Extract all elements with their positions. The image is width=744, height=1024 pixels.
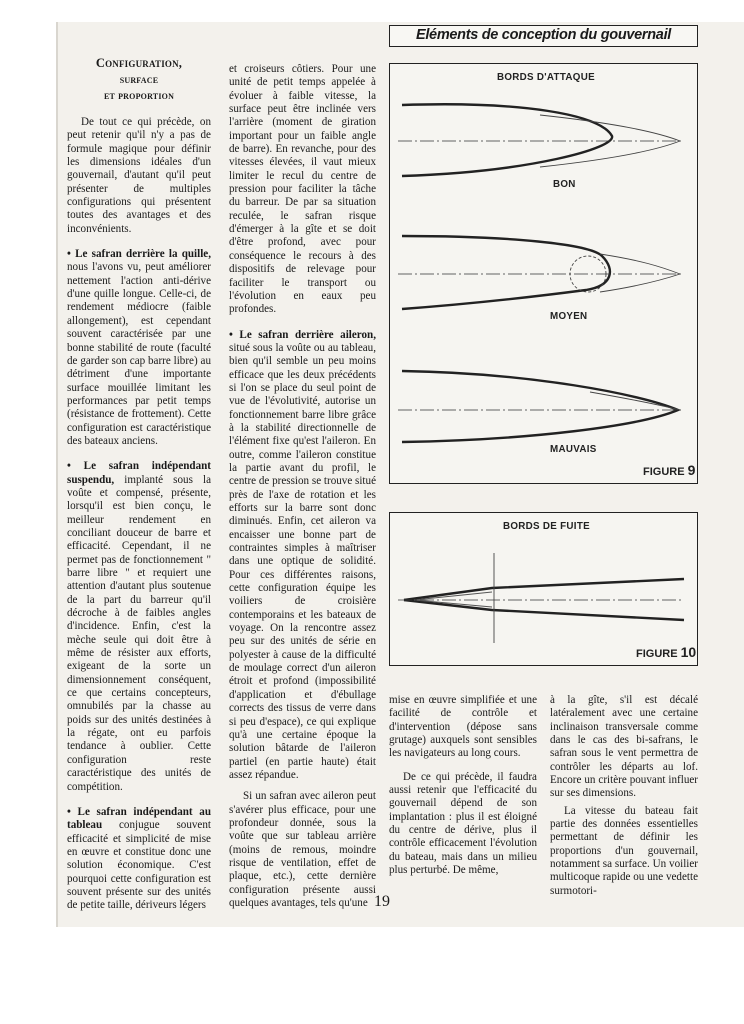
- paragraph-suspended-rudder: [67, 460, 211, 794]
- trailing-edge-diagram: [390, 513, 696, 664]
- paragraph-text: implanté sous la voûte et compensé, présente, lorsqu'il est bien conçu, le meilleur rendement en conciliant douceur de barre et efficacité. Cependant, il ne permet pas de fonctionnement " barre libre " et requiert une attention d'autant plus soutenue de la part du barreur qu'il décroche à de faibles angles d'incidence. Enfin, c'est la mèche seule qui doit être à même de résister aux efforts, exigeant de la sorte un dimensionnement conséquent, ce que certains concepteurs, omnubilés par la chasse au poids sur des unités destinées à la régate, ont eu parfois tendance à oublier. Cette configuration reste caractéristique des unités de compétition.: [67, 473, 211, 793]
- section-title-line-2: surface: [119, 74, 159, 86]
- label-bad: MAUVAIS: [550, 444, 597, 455]
- paragraph-skeg-vs-transom: Si un safran avec aileron peut s'avérer plus efficace, pour une profondeur donnée, sous la voûte que sur tableau arrière (moins de remous, moindre risque de ventilation, effet de plaque, etc.), cette dernière configuration présente aussi quelques avantages, tels qu'une: [229, 790, 376, 909]
- figure-10: [389, 512, 698, 666]
- figure-caption-number: 10: [680, 644, 697, 660]
- figure-caption-word: FIGURE: [636, 648, 678, 660]
- paragraph-rudder-behind-keel: [67, 248, 211, 448]
- text-column-4: [550, 694, 698, 898]
- label-medium: MOYEN: [550, 311, 588, 322]
- figure-caption-number: 9: [687, 462, 696, 478]
- text-column-3: [389, 694, 537, 877]
- running-head: Eléments de conception du gouvernail: [389, 25, 698, 47]
- paragraph-lead: • Le safran indépendant au tableau: [67, 805, 211, 832]
- figure-heading: BORDS D'ATTAQUE: [497, 72, 595, 83]
- page-number: 19: [374, 893, 390, 910]
- paragraph-lead: • Le safran derrière la quille,: [67, 248, 211, 261]
- text-column-1: [67, 55, 211, 913]
- section-title-line-1: Configuration,: [95, 56, 183, 70]
- leading-edge-diagram: [390, 64, 696, 482]
- paragraph-text: conjugue souvent efficacité et simplicité de mise en œuvre et constitue donc une solution économique. C'est pourquoi cette configuration est souvent présente sur des unités de petite taille, dériveurs légers: [67, 819, 211, 912]
- paragraph-continuation: à la gîte, s'il est décalé latéralement avec une certaine inclinaison transversale comme dans le cas des bi-safrans, le safran sous le vent permettra de contrôler les départs au lof. Encore un critère pouvant influer sur ses dimensions.: [550, 694, 698, 800]
- section-title-line-3: et proportion: [103, 90, 175, 102]
- paragraph-lead: • Le safran derrière aileron,: [229, 328, 376, 341]
- page-edge: [56, 22, 58, 927]
- profile-bad: [398, 371, 682, 442]
- paragraph-rudder-placement: De ce qui précède, il faudra aussi retenir que l'efficacité du gouvernail dépend de son implantation : plus il est éloigné du centre de dérive, plus il contrôle efficacement l'évolution du bateau, mais dans un milieu plus perturbé. De même,: [389, 770, 537, 877]
- paragraph-continuation: et croiseurs côtiers. Pour une unité de petit temps appelée à évoluer à faible vitesse, la surface peut être inclinée vers l'arrière (moment de giration important pour un faible angle de barre). En revanche, pour des vitesses élevées, il vaut mieux limiter le recul du centre de pression pour faciliter la tâche du barreur. De par sa situation reculée, le safran risque d'émerger à la gîte et se doit d'être profond, avec pour conséquence le recours à des dispositifs de relevage pour faciliter le transport ou l'évolution en eaux peu profondes.: [229, 63, 376, 316]
- paragraph-text: nous l'avons vu, peut améliorer nettement l'action anti-dérive d'une quille longue. Celle-ci, de rendement médiocre (faible allongement), est cependant souvent caractérisée par une bonne stabilité de route (faculté de garder son cap barre libre) au détriment d'une importante surface mouillée limitant les performances par petit temps (résistance de frottement). Cette configuration est caractéristique des bateaux anciens.: [67, 261, 211, 447]
- paragraph-boat-speed: La vitesse du bateau fait partie des données essentielles permettant de définir les proportions d'un gouvernail, notamment sa surface. Un voilier multicoque rapide ou une vedette surmotori-: [550, 804, 698, 897]
- paragraph-text: situé sous la voûte ou au tableau, bien qu'il semble un peu moins efficace que les deux précédents si l'on se place du seul point de vue de l'évolutivité, autorise un fonctionnement barre libre grâce à la stabilité directionnelle de l'élément fixe qu'est l'aileron. En outre, comme l'aileron constitue la partie avant du profil, le centre de pression se trouve situé près de l'axe de rotation et les efforts sur la barre sont donc diminués. Enfin, cet aileron va encaisser une bonne part de contraintes simples à maîtriser dans une optique de solidité. Pour ces différentes raisons, cette configuration équipe les voiliers de croisière contemporains et les bateaux de voyage. On la rencontre assez peu sur des unités de série en polyester à cause de la difficulté de moulage correct d'un aileron étroit et profond (impossibilité d'application et d'ébullage corrects des tissus de verre dans si peu d'espace), ce qui explique qu'à une certaine époque la solution bâtarde de l'aileron partiel (en partie haute) était assez répandue.: [229, 341, 376, 781]
- profile-medium: [398, 236, 682, 309]
- figure-caption: [636, 644, 696, 660]
- section-title: [67, 55, 211, 104]
- text-column-2: [229, 63, 376, 910]
- figure-heading: BORDS DE FUITE: [503, 521, 590, 532]
- paragraph-intro: De tout ce qui précède, on peut retenir qu'il n'y a pas de formule magique pour définir les dimensions idéales d'un gouvernail, d'autant qu'il peut présenter de multiples configurations qui présentent toutes des avantages et des inconvénients.: [67, 116, 211, 235]
- figure-caption: [643, 462, 695, 478]
- profile-good: [398, 104, 682, 176]
- figure-9: [389, 63, 698, 484]
- figure-caption-word: FIGURE: [643, 466, 685, 478]
- paragraph-skeg-rudder: [229, 329, 376, 783]
- paragraph-lead: • Le safran indépendant suspendu,: [67, 460, 211, 486]
- paragraph-continuation: mise en œuvre simplifiée et une facilité de contrôle et d'intervention (dépose sans grutage) auxquels sont sensibles les navigateurs au long cours.: [389, 694, 537, 760]
- paragraph-transom-rudder: [67, 806, 211, 913]
- label-good: BON: [553, 179, 576, 190]
